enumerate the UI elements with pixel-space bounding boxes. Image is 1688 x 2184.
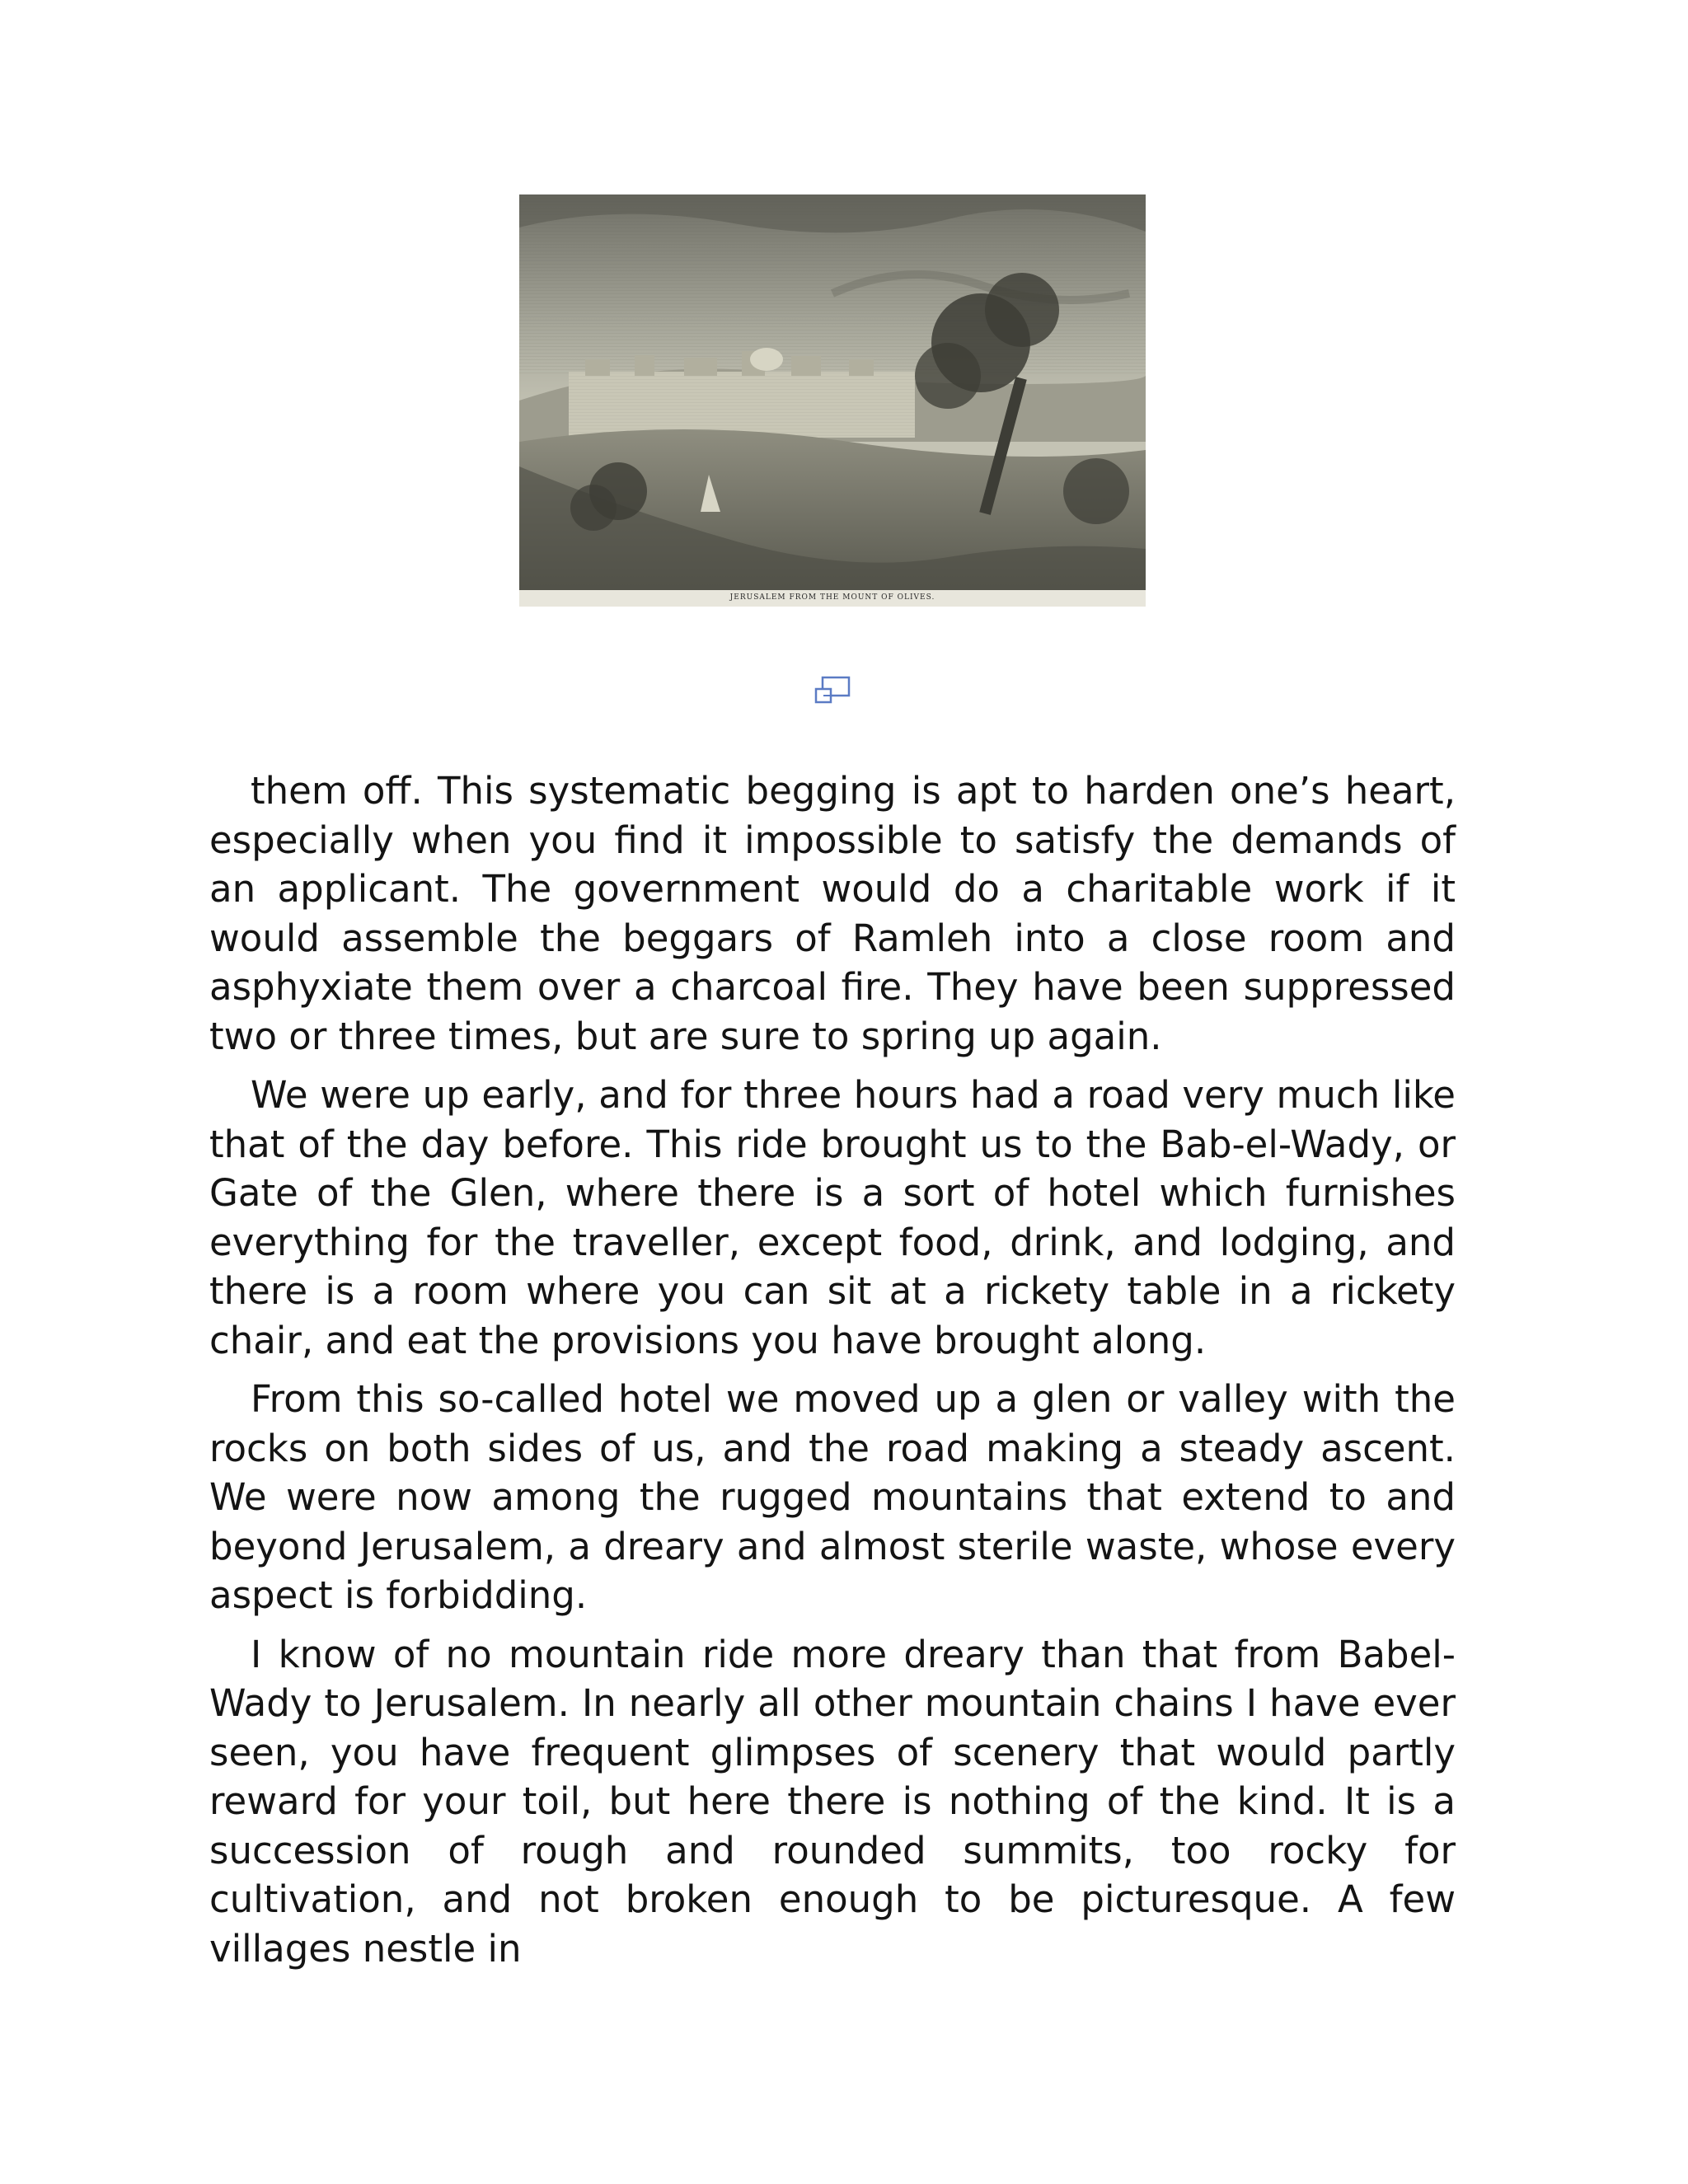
illustration-caption: JERUSALEM FROM THE MOUNT OF OLIVES. xyxy=(729,593,935,602)
paragraph-4: I know of no mountain ride more dreary than that from Babel-Wady to Jerusalem. In nearly all other mountain chains I have ever seen, you have frequent glimpses of scenery that would partly reward for your toil, but here there is nothing of the kind. It is a succession of rough and rounded summits, too rocky for cultivation, and not broken enough to be picturesque. A few villages nestle in xyxy=(209,1632,1456,1971)
paragraph-1: them off. This systematic begging is apt to harden one’s heart, especially when you find it impossible to satisfy the demands of an applicant. The government would do a charitable work if it would assemble the beggars of Ramleh into a close room and asphyxiate them over a charcoal fire. They have been suppressed two or three times, but are sure to spring up again. xyxy=(209,769,1456,1058)
paragraph-3: From this so-called hotel we moved up a glen or valley with the rocks on both sides of us, and the road making a steady ascent. We were now among the rugged mountains that extend to and beyond Jerusalem, a dreary and almost sterile waste, whose every aspect is forbidding. xyxy=(209,1377,1456,1617)
paragraph-2: We were up early, and for three hours had a road very much like that of the day before. This ride brought us to the Bab-el-Wady, or Gate of the Glen, where there is a sort of hotel which furnishes everything for the traveller, except food, drink, and lodging, and there is a room where you can sit at a rickety table in a rickety chair, and eat the provisions you have brought along. xyxy=(209,1073,1456,1362)
body-text xyxy=(209,766,1456,1983)
jerusalem-illustration xyxy=(519,194,1146,607)
engraving-illustration xyxy=(519,194,1146,607)
enlarge-image-button[interactable] xyxy=(813,674,852,707)
enlarge-image-icon xyxy=(813,674,852,707)
